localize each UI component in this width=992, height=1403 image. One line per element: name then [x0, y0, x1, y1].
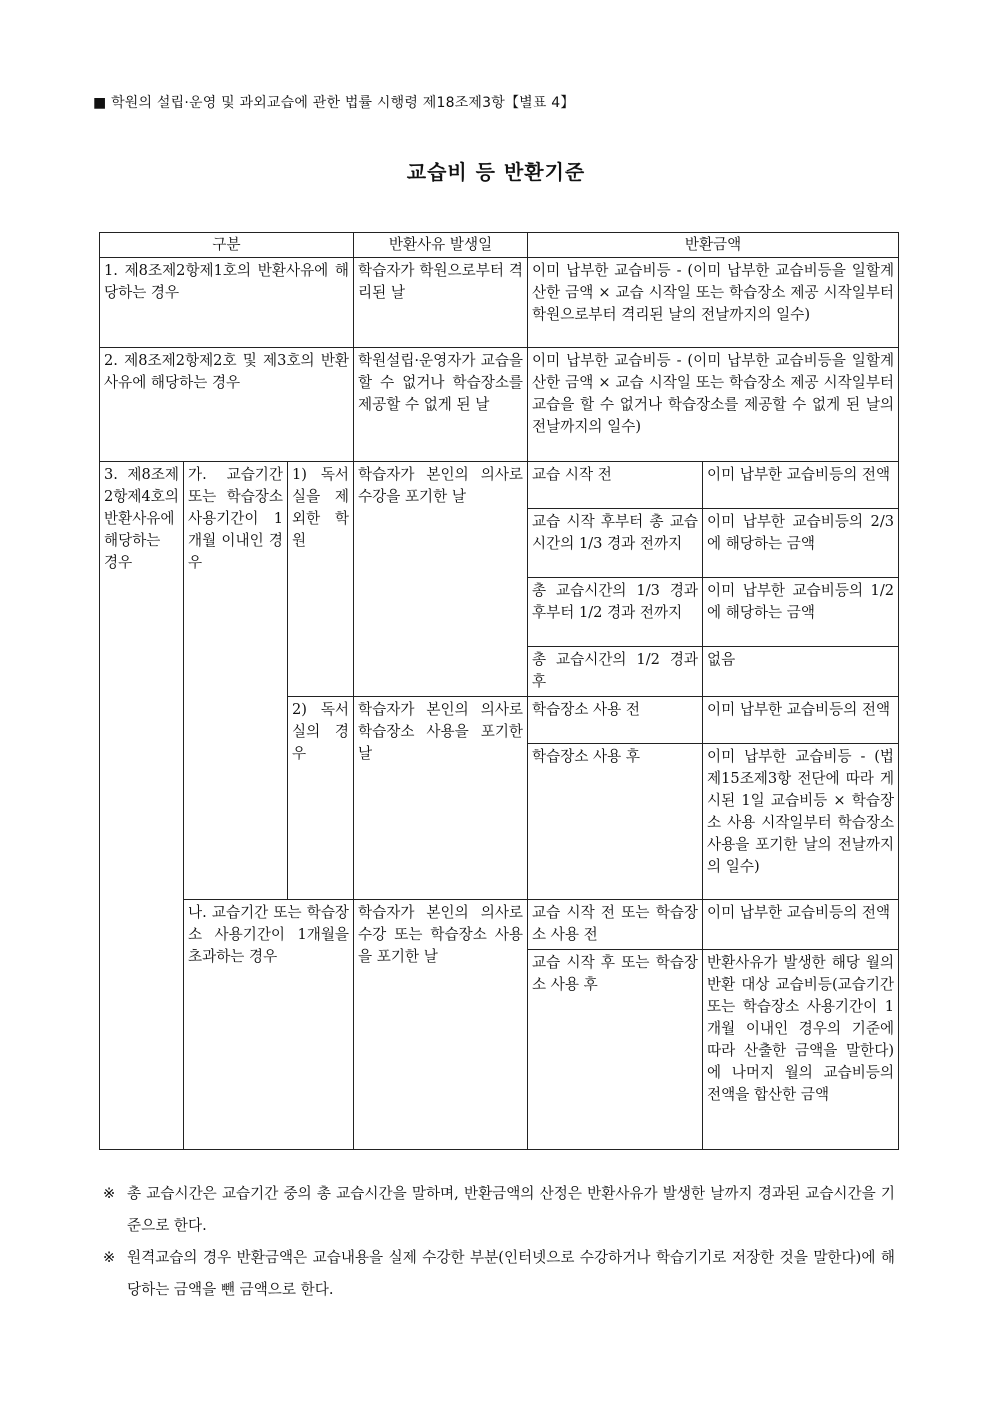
- header-amount: 반환금액: [528, 233, 899, 258]
- row3-ga-label: 가. 교습기간 또는 학습장소 사용기간이 1개월 이내인 경우: [184, 462, 288, 900]
- sub1-amount: 이미 납부한 교습비등의 1/2에 해당하는 금액: [703, 578, 899, 647]
- row1-reason: 학습자가 학원으로부터 격리된 날: [354, 258, 528, 348]
- row3-ga-sub2-reason: 학습자가 본인의 의사로 학습장소 사용을 포기한 날: [354, 697, 528, 900]
- table-row: [100, 348, 899, 462]
- footnote-text: 원격교습의 경우 반환금액은 교습내용을 실제 수강한 부분(인터넷으로 수강하거나 학습기기로 저장한 것을 말한다)에 해당하는 금액을 뺀 금액으로 한다.: [127, 1249, 895, 1298]
- sub1-amount: 이미 납부한 교습비등의 전액: [703, 462, 899, 509]
- row2-reason: 학원설립·운영자가 교습을 할 수 없거나 학습장소를 제공할 수 없게 된 날: [354, 348, 528, 462]
- table-row: [100, 900, 899, 950]
- na-when: 교습 시작 후 또는 학습장소 사용 후: [528, 950, 703, 1150]
- footnote: [103, 1242, 895, 1306]
- sub1-when: 총 교습시간의 1/2 경과 후: [528, 647, 703, 697]
- header-category: 구분: [100, 233, 354, 258]
- row2-category: 2. 제8조제2항제2호 및 제3호의 반환사유에 해당하는 경우: [100, 348, 354, 462]
- row2-amount: 이미 납부한 교습비등 - (이미 납부한 교습비등을 일할계산한 금액 × 교습 시작일 또는 학습장소 제공 시작일부터 교습을 할 수 없거나 학습장소를 제공할 수 없게 된 날의 전날까지의 일수): [528, 348, 899, 462]
- sub1-amount: 없음: [703, 647, 899, 697]
- document-title: 교습비 등 반환기준: [406, 160, 586, 184]
- row1-category: 1. 제8조제2항제1호의 반환사유에 해당하는 경우: [100, 258, 354, 348]
- refund-standard-table: [99, 232, 899, 1150]
- row3-na-reason: 학습자가 본인의 의사로 수강 또는 학습장소 사용을 포기한 날: [354, 900, 528, 1150]
- row3-ga-sub2-label: 2) 독서실의 경우: [288, 697, 354, 900]
- na-amount: 이미 납부한 교습비등의 전액: [703, 900, 899, 950]
- table-row: [100, 462, 899, 509]
- row3-ga-sub1-label: 1) 독서실을 제외한 학원: [288, 462, 354, 697]
- footnote-text: 총 교습시간은 교습기간 중의 총 교습시간을 말하며, 반환금액의 산정은 반환사유가 발생한 날까지 경과된 교습시간을 기준으로 한다.: [127, 1185, 895, 1234]
- sub1-when: 교습 시작 전: [528, 462, 703, 509]
- na-when: 교습 시작 전 또는 학습장소 사용 전: [528, 900, 703, 950]
- row1-amount: 이미 납부한 교습비등 - (이미 납부한 교습비등을 일할계산한 금액 × 교습 시작일 또는 학습장소 제공 시작일부터 학원으로부터 격리된 날의 전날까지의 일수): [528, 258, 899, 348]
- sub2-when: 학습장소 사용 전: [528, 697, 703, 744]
- sub2-amount: 이미 납부한 교습비등의 전액: [703, 697, 899, 744]
- sub1-when: 교습 시작 후부터 총 교습시간의 1/3 경과 전까지: [528, 509, 703, 578]
- sub1-amount: 이미 납부한 교습비등의 2/3에 해당하는 금액: [703, 509, 899, 578]
- law-reference-line: ■ 학원의 설립·운영 및 과외교습에 관한 법률 시행령 제18조제3항【별표 4】: [93, 95, 575, 111]
- reference-mark: ※: [103, 1249, 116, 1266]
- footnote: [103, 1178, 895, 1242]
- table-row: [100, 258, 899, 348]
- row3-ga-sub1-reason: 학습자가 본인의 의사로 수강을 포기한 날: [354, 462, 528, 697]
- sub2-when: 학습장소 사용 후: [528, 744, 703, 900]
- row3-na-label: 나. 교습기간 또는 학습장소 사용기간이 1개월을 초과하는 경우: [184, 900, 354, 1150]
- reference-mark: ※: [103, 1185, 116, 1202]
- table-header-row: [100, 233, 899, 258]
- row3-category: 3. 제8조제2항제4호의 반환사유에 해당하는 경우: [100, 462, 184, 1150]
- sub1-when: 총 교습시간의 1/3 경과 후부터 1/2 경과 전까지: [528, 578, 703, 647]
- sub2-amount: 이미 납부한 교습비등 - (법 제15조제3항 전단에 따라 게시된 1일 교습비등 × 학습장소 사용 시작일부터 학습장소 사용을 포기한 날의 전날까지의 일수): [703, 744, 899, 900]
- footnotes: [103, 1178, 895, 1306]
- header-reason: 반환사유 발생일: [354, 233, 528, 258]
- na-amount: 반환사유가 발생한 해당 월의 반환 대상 교습비등(교습기간 또는 학습장소 사용기간이 1개월 이내인 경우의 기준에 따라 산출한 금액을 말한다)에 나머지 월의 교습비등의 전액을 합산한 금액: [703, 950, 899, 1150]
